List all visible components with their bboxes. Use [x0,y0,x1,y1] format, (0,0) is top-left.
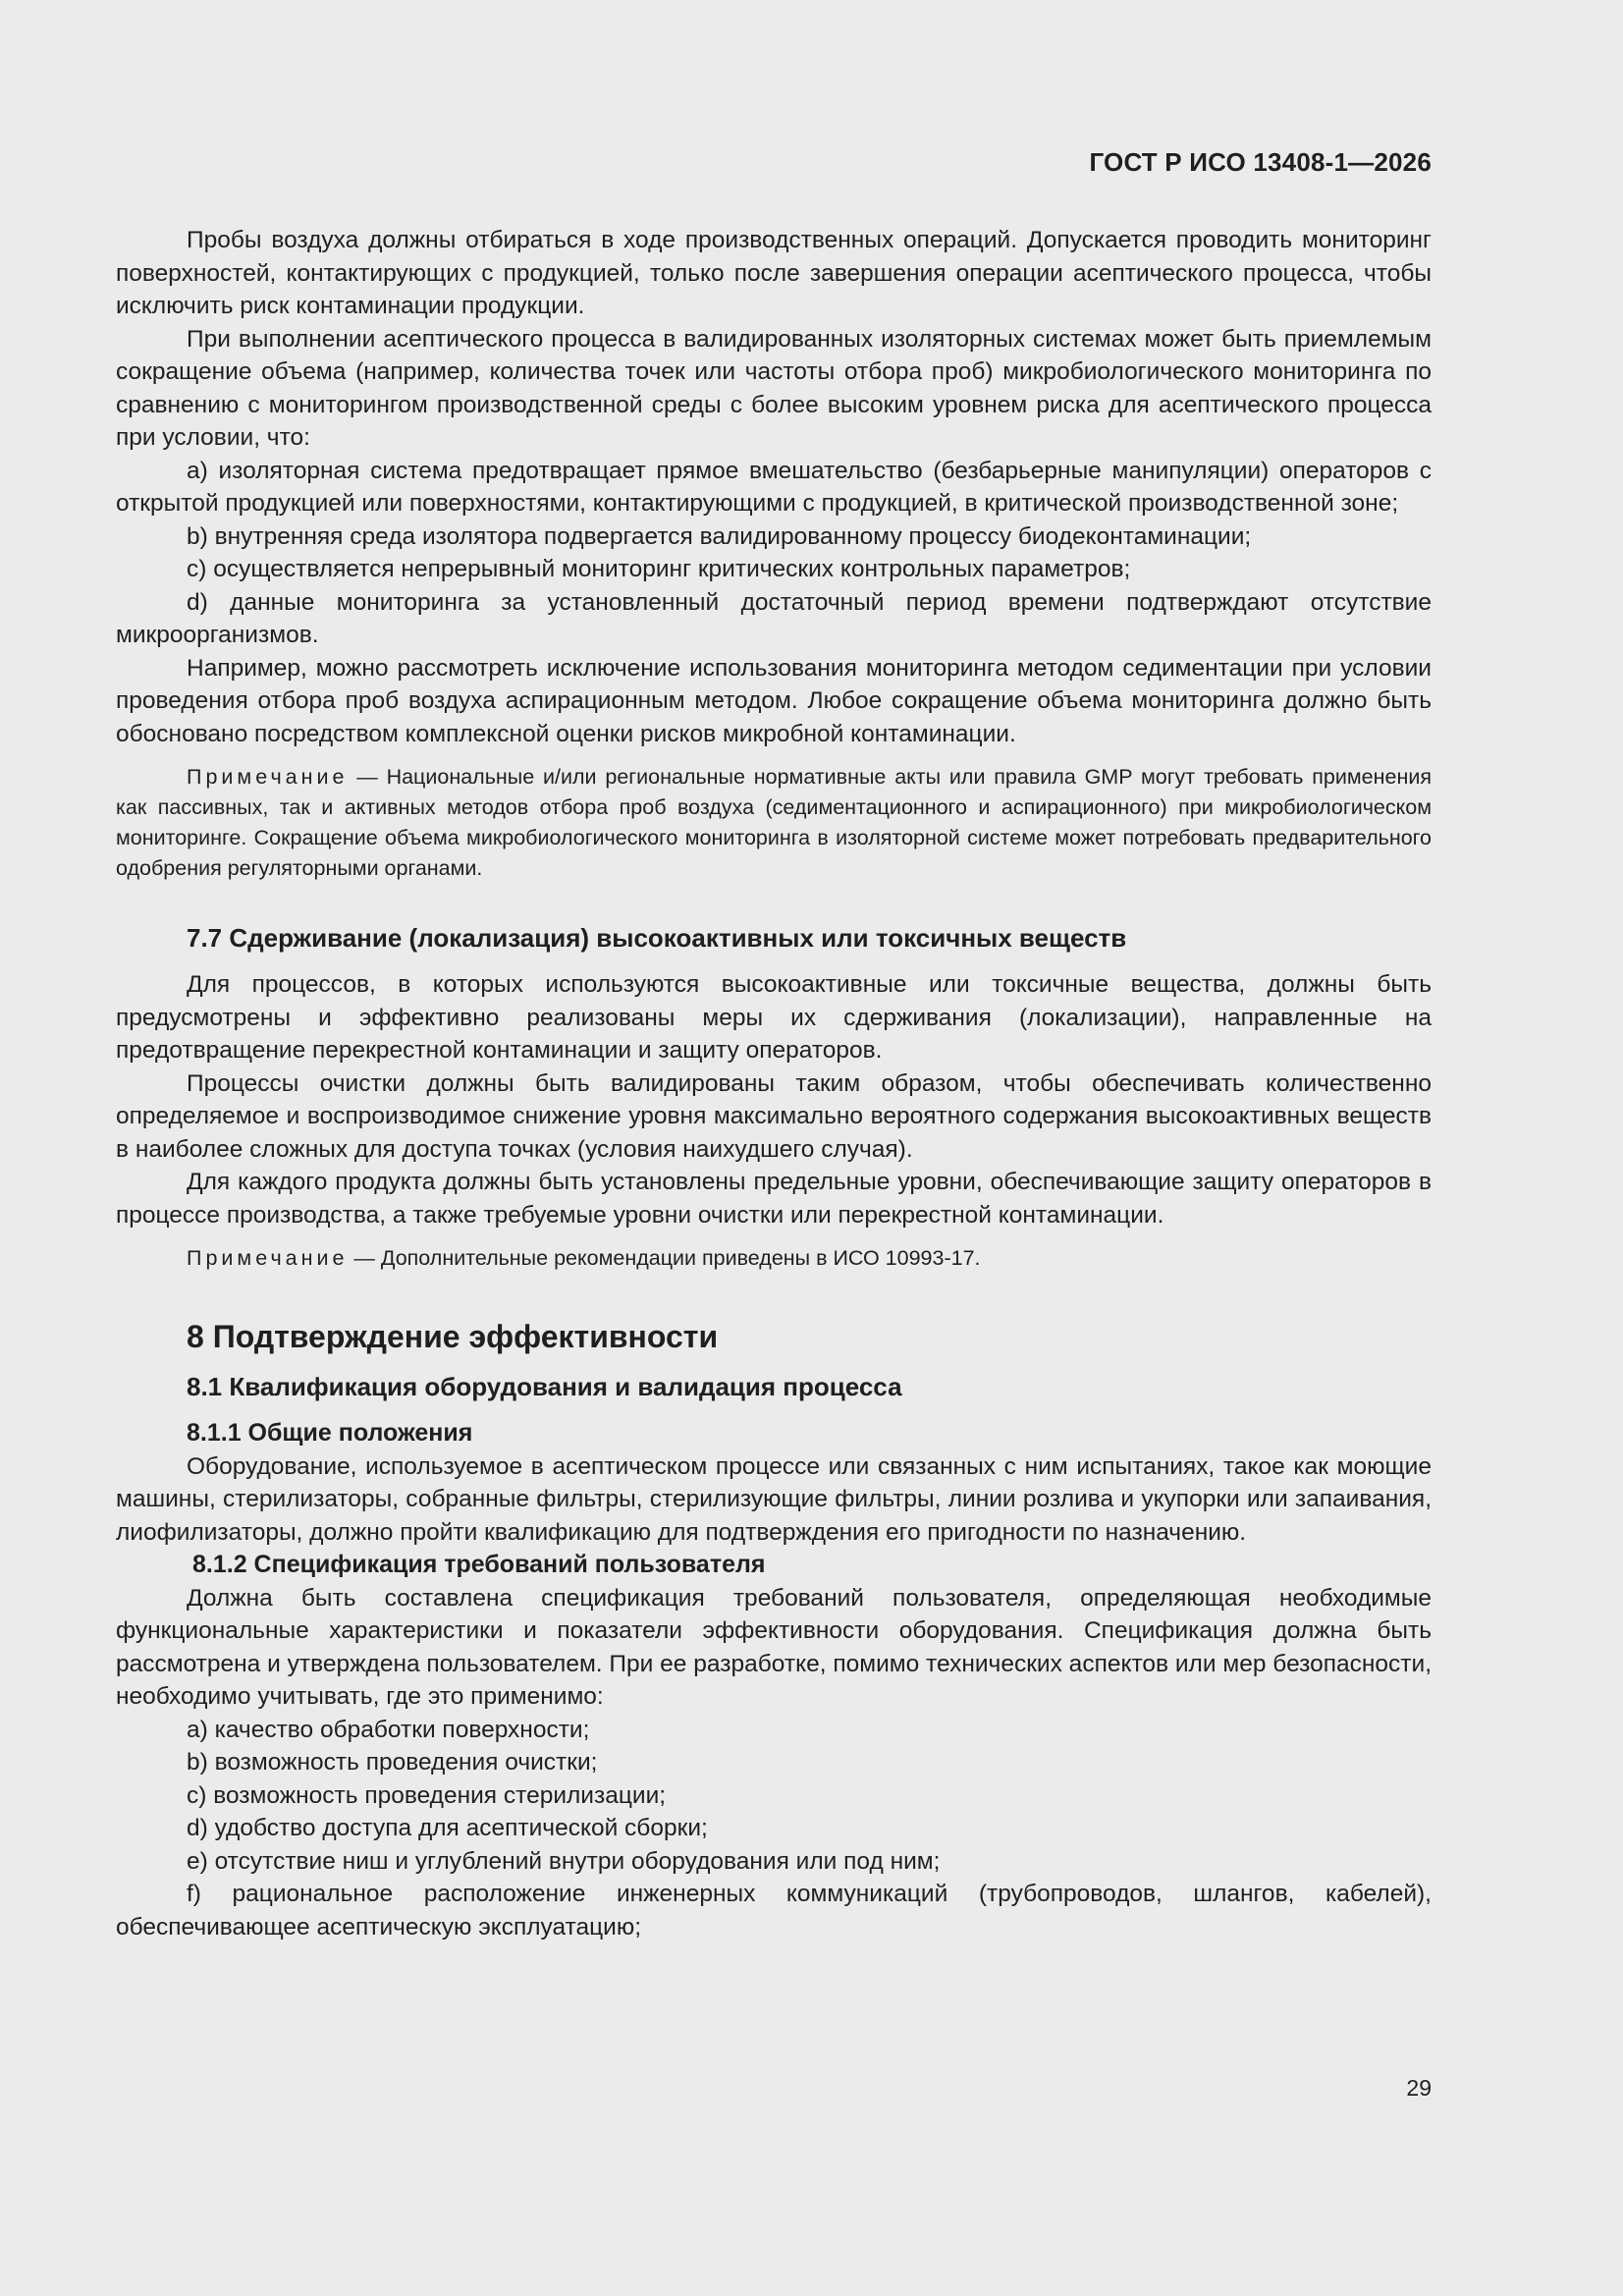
note-label: Примечание [187,765,349,789]
note-text: — Дополнительные рекомендации приведены в ИСО 10993-17. [348,1246,981,1270]
note-label: Примечание [187,1246,349,1270]
list-item: d) удобство доступа для асептической сборки; [187,1815,708,1841]
paragraph: Оборудование, используемое в асептическом процессе или связанных с ним испытаниях, такое как моющие машины, стерилизаторы, собранные фильтры, стерилизующие фильтры, линии розлива и укупорки или запаивания, лиофилизаторы, должно пройти квалификацию для подтверждения его пригодности по назначению. [116,1452,1432,1546]
note-text: — Национальные и/или региональные нормативные акты или правила GMP могут требовать применения как пассивных, так и активных методов отбора проб воздуха (седиментационного и аспирационного) при микробиологическом мониторинге. Сокращение объема микробиологического мониторинга в изоляторной системе может потребовать предварительного одобрения регуляторными органами. [116,765,1432,880]
section-heading-8-1-1: 8.1.1 Общие положения [187,1419,473,1447]
section-heading-8-1-2: 8.1.2 Спецификация требований пользователя [192,1551,766,1578]
document-content [116,224,1432,1943]
paragraph: Пробы воздуха должны отбираться в ходе производственных операций. Допускается проводить мониторинг поверхностей, контактирующих с продукцией, только после завершения операции асептического процесса, чтобы исключить риск контаминации продукции. [116,227,1432,319]
note [116,762,1432,884]
document-page [116,0,1432,2296]
section-heading-8-1: 8.1 Квалификация оборудования и валидация процесса [187,1372,902,1401]
note [116,1243,1432,1274]
paragraph: Для каждого продукта должны быть установлены предельные уровни, обеспечивающие защиту операторов в процессе производства, а также требуемые уровни очистки или перекрестной контаминации. [116,1169,1432,1229]
paragraph: Для процессов, в которых используются высокоактивные или токсичные вещества, должны быть предусмотрены и эффективно реализованы меры их сдерживания (локализации), направленные на предотвращение перекрестной контаминации и защиту операторов. [116,971,1432,1064]
paragraph: Процессы очистки должны быть валидированы таким образом, чтобы обеспечивать количественно определяемое и воспроизводимое снижение уровня максимально вероятного содержания высокоактивных веществ в наиболее сложных для доступа точках (условия наихудшего случая). [116,1069,1432,1163]
list-item: b) возможность проведения очистки; [187,1749,598,1776]
list-item: f) рациональное расположение инженерных коммуникаций (трубопроводов, шлангов, кабелей), обеспечивающее асептическую эксплуатацию; [116,1881,1432,1941]
paragraph: Должна быть составлена спецификация требований пользователя, определяющая необходимые функциональные характеристики и показатели эффективности оборудования. Спецификация должна быть рассмотрена и утверждена пользователем. При ее разработке, помимо технических аспектов или мер безопасности, необходимо учитывать, где это применимо: [116,1584,1432,1710]
paragraph: При выполнении асептического процесса в валидированных изоляторных системах может быть приемлемым сокращение объема (например, количества точек или частоты отбора проб) микробиологического мониторинга по сравнению с мониторингом производственной среды с более высоким уровнем риска для асептического процесса при условии, что: [116,325,1432,451]
list-item: d) данные мониторинга за установленный достаточный период времени подтверждают отсутствие микроорганизмов. [116,588,1432,648]
list-item: e) отсутствие ниш и углублений внутри оборудования или под ним; [187,1847,941,1875]
section-heading-8: 8 Подтверждение эффективности [187,1319,719,1354]
document-header: ГОСТ Р ИСО 13408-1—2026 [1089,147,1432,177]
list-item: c) возможность проведения стерилизации; [187,1781,667,1809]
section-heading-7-7: 7.7 Сдерживание (локализация) высокоактивных или токсичных веществ [187,923,1127,953]
list-item: c) осуществляется непрерывный мониторинг критических контрольных параметров; [187,556,1131,582]
page-number: 29 [1406,2075,1432,2101]
list-item: a) изоляторная система предотвращает прямое вмешательство (безбарьерные манипуляции) операторов с открытой продукцией или поверхностями, контактирующими с продукцией, в критической производственной зоне; [116,457,1432,517]
list-item: a) качество обработки поверхности; [187,1716,590,1743]
list-item: b) внутренняя среда изолятора подвергается валидированному процессу биодеконтаминации; [187,522,1252,550]
paragraph: Например, можно рассмотреть исключение использования мониторинга методом седиментации при условии проведения отбора проб воздуха аспирационным методом. Любое сокращение объема мониторинга должно быть обосновано посредством комплексной оценки рисков микробной контаминации. [116,654,1432,747]
